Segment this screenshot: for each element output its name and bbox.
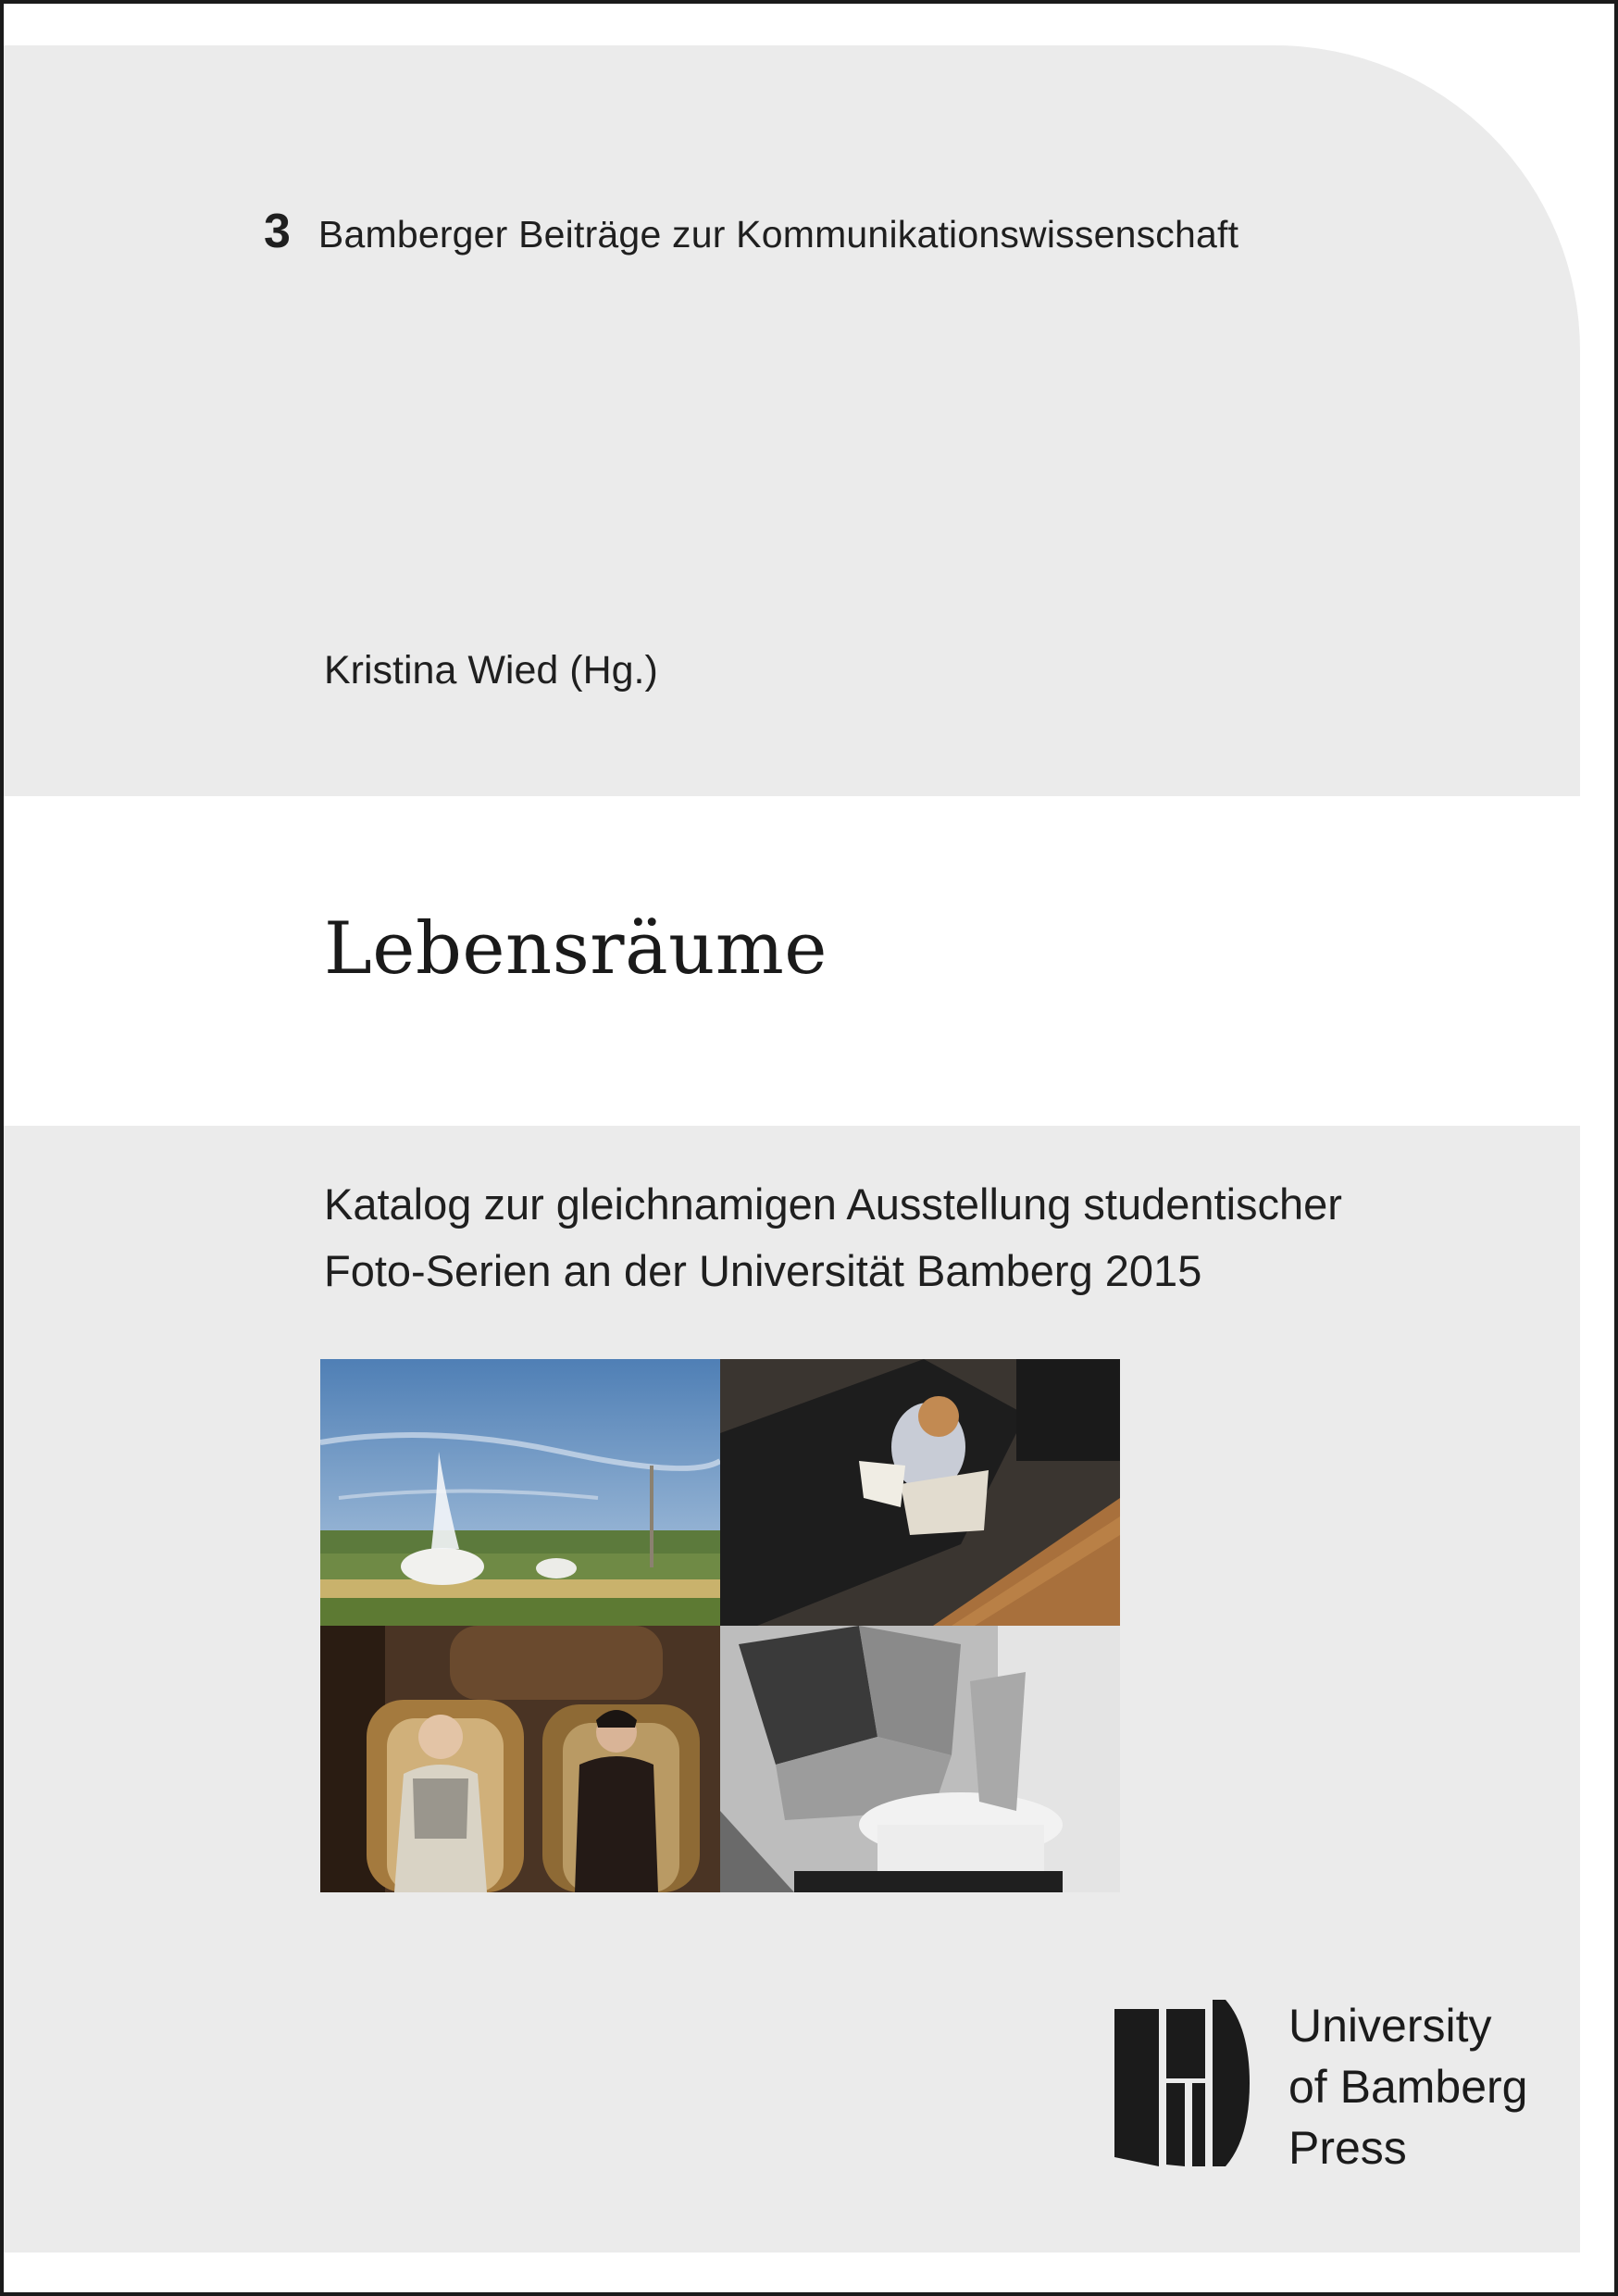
subtitle-line-2: Foto-Serien an der Universität Bamberg 2015 — [324, 1246, 1202, 1295]
publisher-line-1: University — [1288, 2000, 1492, 2052]
book-title: Lebensräume — [324, 907, 828, 991]
book-subtitle — [324, 1171, 1342, 1304]
photo-elderly-couple-armchairs — [320, 1626, 720, 1892]
photo-power-plant-landscape — [320, 1359, 720, 1626]
publisher-line-3: Press — [1288, 2122, 1407, 2174]
photo-person-reading-on-sofa — [720, 1359, 1120, 1626]
series-title: Bamberger Beiträge zur Kommunikationswissenschaft — [317, 213, 1239, 256]
publisher-line-2: of Bamberg — [1288, 2061, 1528, 2113]
subtitle-line-1: Katalog zur gleichnamigen Ausstellung studentischer — [324, 1179, 1342, 1229]
series-header — [264, 204, 1238, 259]
publisher-logo — [1114, 2000, 1527, 2178]
top-gray-panel — [4, 45, 1580, 796]
series-number: 3 — [264, 205, 291, 258]
photo-collage — [320, 1359, 1120, 1892]
photo-reading-magazine-bathroom — [720, 1626, 1120, 1892]
publisher-name — [1288, 1995, 1527, 2178]
university-press-logo-icon — [1114, 2000, 1250, 2166]
editor-name: Kristina Wied (Hg.) — [324, 648, 658, 693]
